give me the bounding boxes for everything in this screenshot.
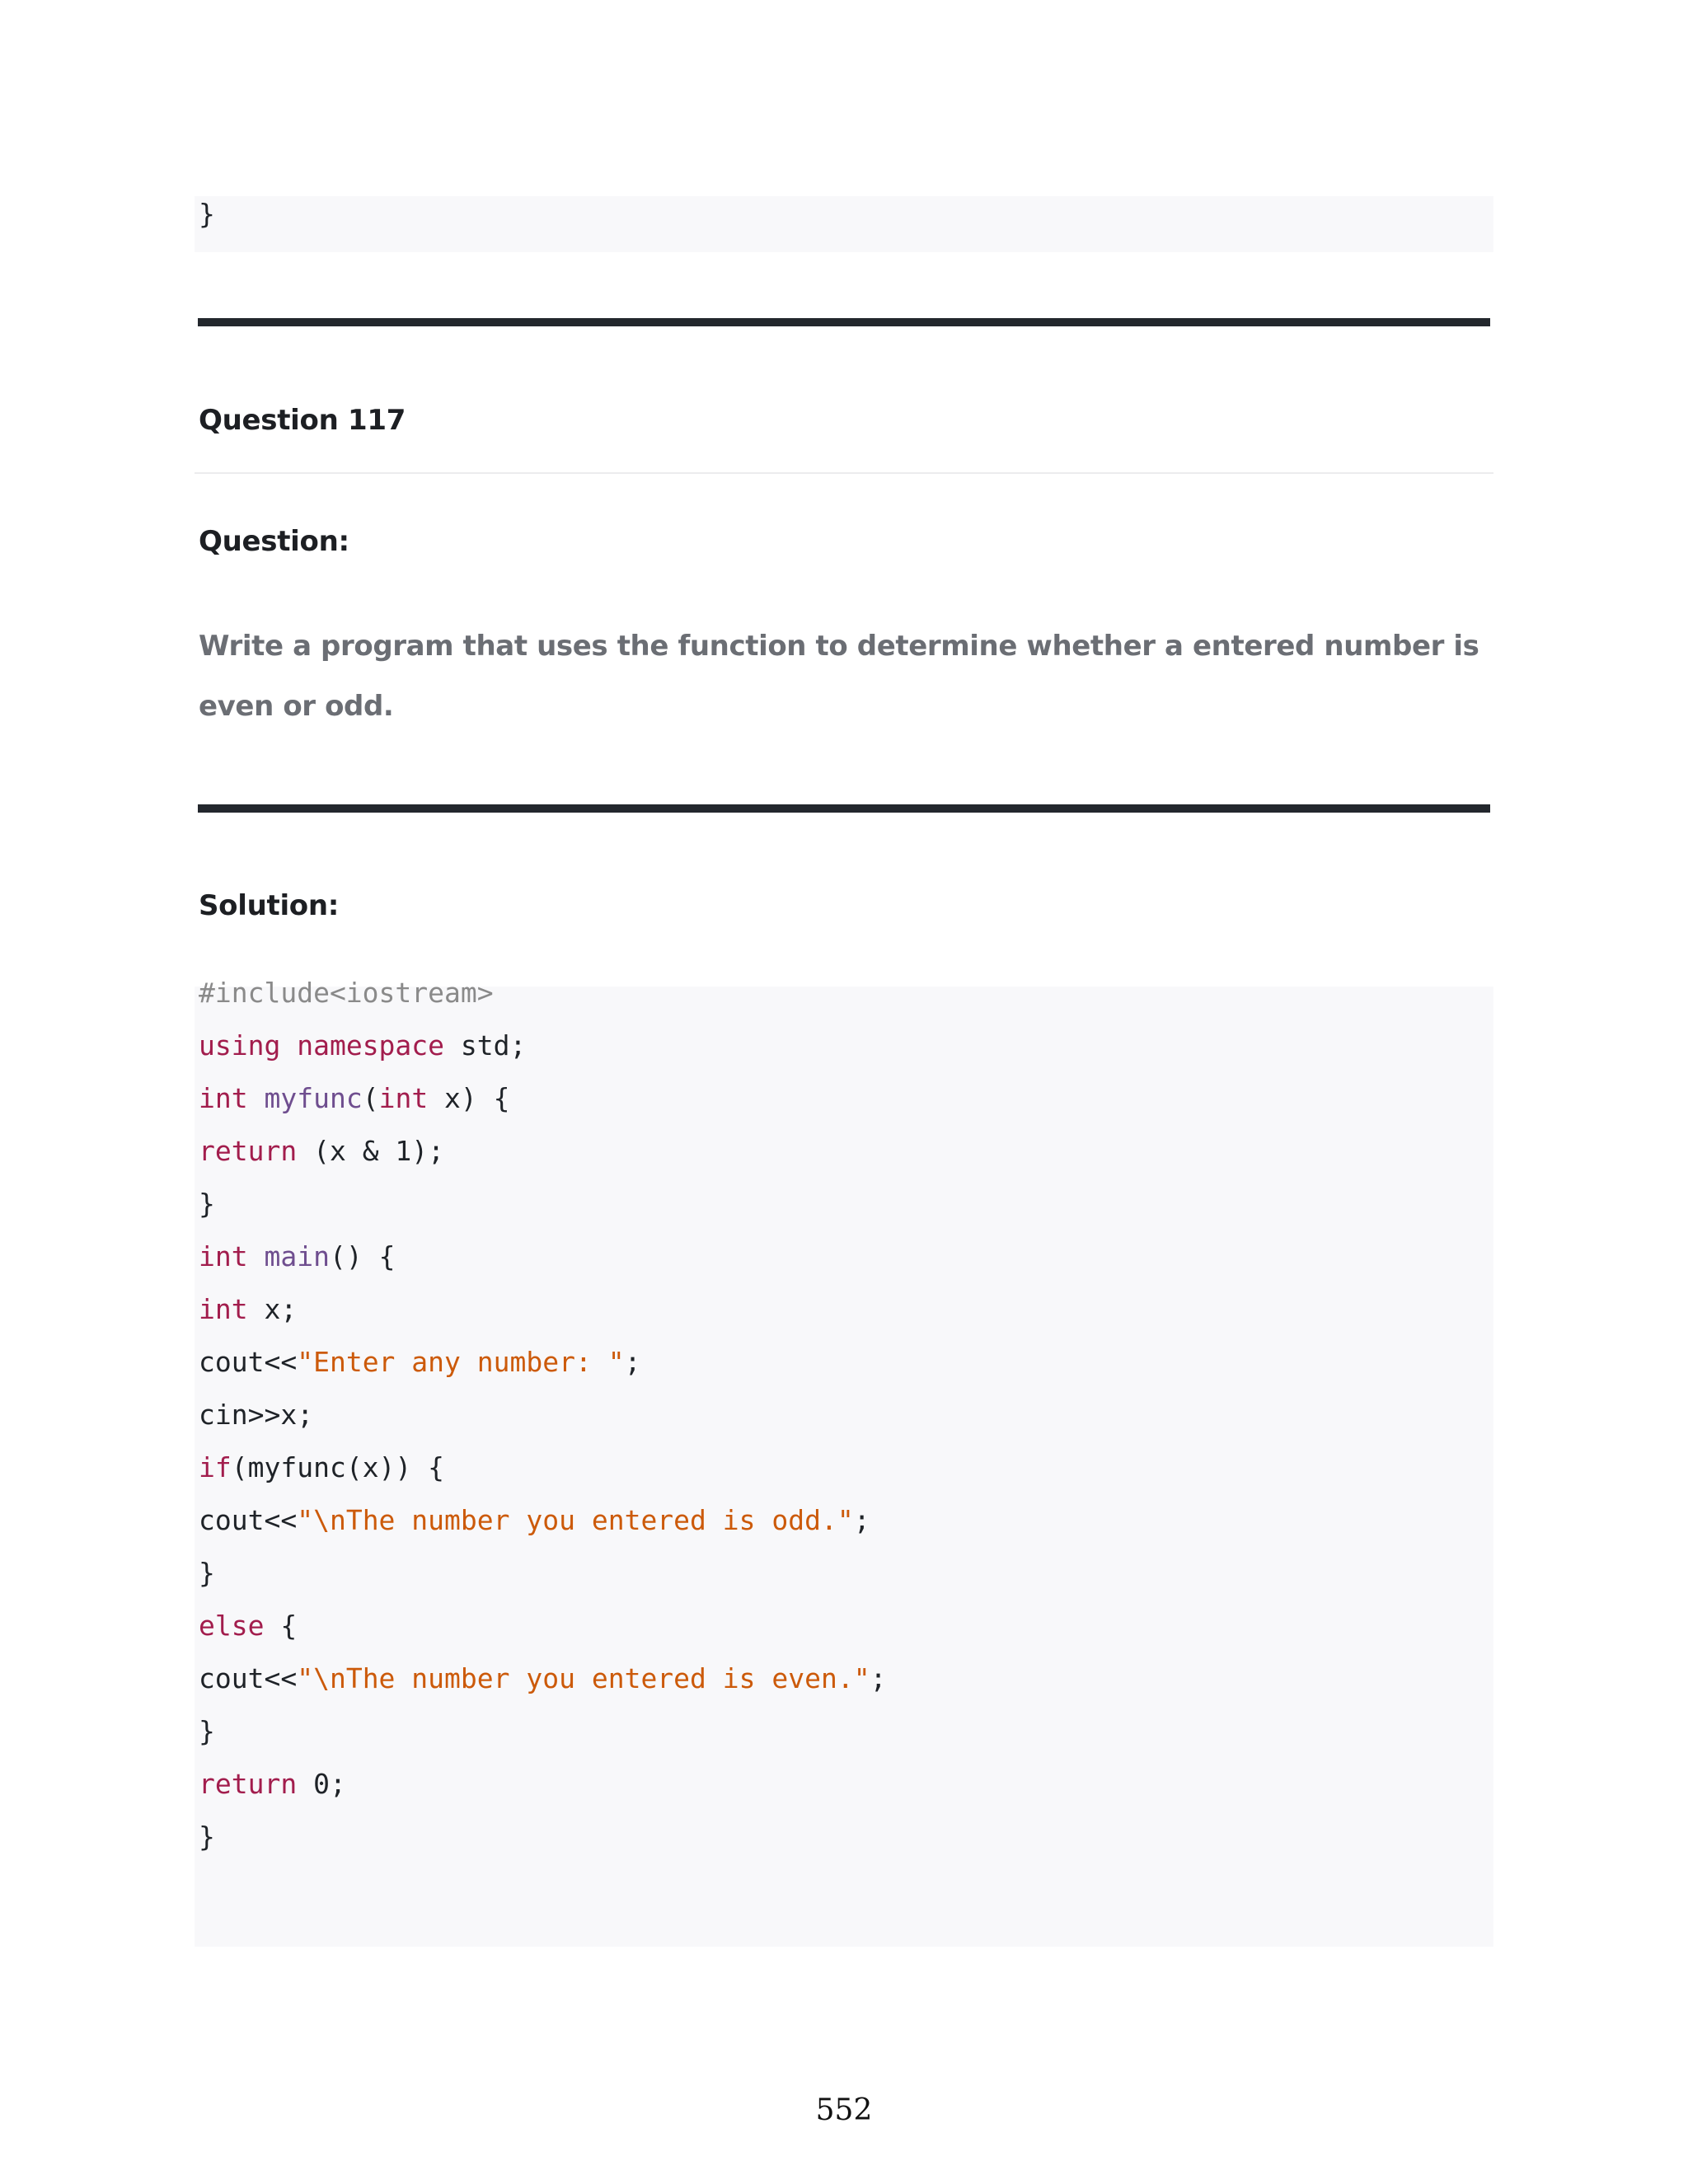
code-token: myfunc (264, 1082, 363, 1114)
solution-label: Solution: (199, 889, 340, 922)
code-token: int (199, 1293, 248, 1325)
code-line (199, 1610, 297, 1643)
code-token: cout<< (199, 1346, 298, 1378)
code-token: else (199, 1610, 265, 1642)
code-token (248, 1082, 265, 1114)
code-token: cout<< (199, 1662, 298, 1694)
code-line (199, 1188, 215, 1221)
code-line (199, 1504, 870, 1537)
code-token: ; (870, 1662, 887, 1694)
code-token: } (199, 1715, 215, 1747)
code-line (199, 1557, 215, 1590)
code-token: x) { (428, 1082, 510, 1114)
question-text: Write a program that uses the function to determine whether a entered number is even or odd. (199, 630, 1479, 723)
code-token: #include<iostream> (199, 977, 494, 1009)
code-token (248, 1240, 265, 1272)
code-line (199, 1399, 313, 1432)
code-token: { (264, 1610, 298, 1642)
code-line (199, 1029, 526, 1062)
code-token: return (199, 1135, 298, 1167)
code-token: ; (853, 1504, 870, 1536)
code-token: int (199, 1240, 248, 1272)
code-token: cin>>x; (199, 1399, 314, 1431)
code-block-fragment (195, 196, 1493, 252)
page-number: 552 (815, 2093, 873, 2127)
code-token: cout<< (199, 1504, 298, 1536)
code-token: int (378, 1082, 429, 1114)
code-line (199, 1715, 215, 1748)
code-token: if (199, 1451, 232, 1483)
code-token: namespace (297, 1029, 445, 1062)
code-line (199, 1135, 444, 1168)
code-token: int (199, 1082, 248, 1114)
code-token: } (199, 1557, 215, 1589)
code-line (199, 1082, 510, 1115)
code-token: return (199, 1768, 298, 1800)
section-divider (198, 318, 1490, 326)
code-token: "\nThe number you entered is odd." (297, 1504, 854, 1536)
code-token: ( (362, 1082, 379, 1114)
heading-underline (195, 472, 1493, 474)
code-token: ; (624, 1346, 641, 1378)
code-line (199, 1821, 215, 1854)
code-token: std; (444, 1029, 527, 1062)
code-token: (myfunc(x)) { (231, 1451, 445, 1483)
code-token: 0; (297, 1768, 346, 1800)
code-token: x; (247, 1293, 298, 1325)
code-token: "\nThe number you entered is even." (297, 1662, 870, 1694)
code-line (199, 198, 215, 231)
code-token: () { (329, 1240, 396, 1272)
question-label: Question: (199, 525, 349, 558)
code-line (199, 1662, 886, 1695)
code-token: } (199, 198, 215, 230)
code-token: } (199, 1821, 215, 1853)
code-token: main (264, 1240, 330, 1272)
section-divider (198, 804, 1490, 813)
question-number-heading: Question 117 (199, 404, 406, 437)
code-token: using (199, 1029, 281, 1062)
code-token: "Enter any number: " (297, 1346, 625, 1378)
code-token: } (199, 1188, 215, 1220)
code-token: (x & 1); (297, 1135, 445, 1167)
code-line (199, 1346, 640, 1379)
code-token (280, 1029, 297, 1062)
code-line (199, 1240, 395, 1273)
code-line (199, 1768, 346, 1801)
code-line (199, 1451, 444, 1484)
code-line (199, 977, 494, 1010)
code-line (199, 1293, 297, 1326)
